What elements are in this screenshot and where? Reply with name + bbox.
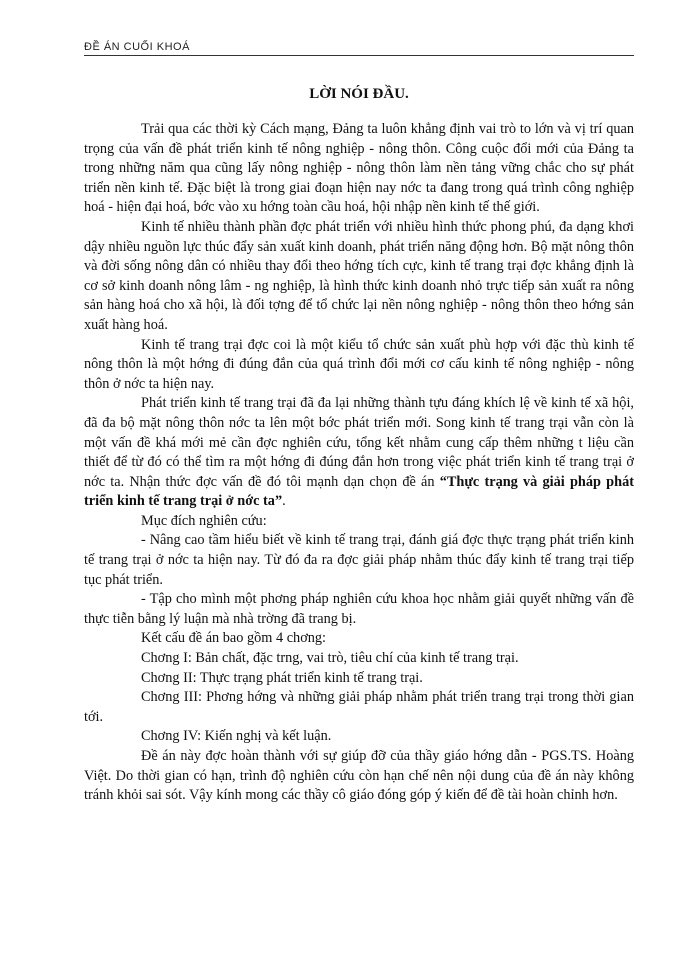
paragraph: - Nâng cao tầm hiểu biết về kinh tế trang trại, đánh giá đợc thực trạng phát triển kinh tế trang trại ở nớc ta hiện nay. Từ đó đa ra đợc giải pháp nhằm thúc đẩy kinh tế trang trại tiếp tục phát triển. xyxy=(84,532,634,588)
paragraph-text: . xyxy=(282,493,286,510)
paragraph: Mục đích nghiên cứu: xyxy=(141,512,267,529)
page-header: ĐỀ ÁN CUỐI KHOÁ xyxy=(84,40,634,56)
paragraph: Kinh tế trang trại đợc coi là một kiểu tổ chức sản xuất phù hợp với đặc thù kinh tế nông thôn là một hớng đi đúng đắn của quá trình đổi mới cơ cấu kinh tế nông nghiệp - nông thôn ở nớc ta hiện nay. xyxy=(84,336,634,392)
chapter-item: Chơng I: Bản chất, đặc trng, vai trò, tiêu chí của kinh tế trang trại. xyxy=(141,650,519,667)
paragraph: Kết cấu đề án bao gồm 4 chơng: xyxy=(141,630,327,647)
document-body xyxy=(84,120,634,806)
page-title: LỜI NÓI ĐẦU. xyxy=(309,86,409,102)
project-title-bold: “Thực trạng và giải pháp phát triển kinh tế trang trại ở nớc ta” xyxy=(84,473,634,510)
paragraph xyxy=(84,394,634,512)
paragraph: Đề án này đợc hoàn thành với sự giúp đỡ của thầy giáo hớng dẫn - PGS.TS. Hoàng Việt. Do thời gian có hạn, trình độ nghiên cứu còn hạn chế nên nội dung của đề án này không tránh khỏi sai sót. Vậy kính mong các thầy cô giáo đóng góp ý kiến để đề tài hoàn chỉnh hơn. xyxy=(84,748,634,804)
paragraph: Trải qua các thời kỳ Cách mạng, Đảng ta luôn khẳng định vai trò to lớn và vị trí quan trọng của vấn đề phát triển kinh tế nông nghiệp - nông thôn. Công cuộc đổi mới của Đảng ta trong những năm qua cũng lấy nông nghiệp - nông thôn làm nền tảng vững chắc cho sự phát triển nền kinh tế. Đặc biệt là trong giai đoạn hiện nay nớc ta đang trong quá trình công nghiệp hoá - hiện đại hoá, bớc vào xu hớng toàn cầu hoá, hội nhập nền kinh tế thế giới. xyxy=(84,121,634,216)
chapter-item: Chơng III: Phơng hớng và những giải pháp nhằm phát triển trang trại trong thời gian tới. xyxy=(84,689,634,725)
chapter-item: Chơng IV: Kiến nghị và kết luận. xyxy=(141,728,332,745)
paragraph: Kinh tế nhiều thành phần đợc phát triển với nhiều hình thức phong phú, đa dạng khơi dậy nhiều nguồn lực thúc đẩy sản xuất kinh doanh, phát triển năng động hơn. Bộ mặt nông thôn và đời sống nông dân có nhiều thay đổi theo hớng tích cực, kinh tế trang trại đợc khẳng định là cơ sở kinh doanh nông lâm - ng nghiệp, là hình thức kinh doanh nhỏ trực tiếp sản xuất ra nông sản hàng hoá cho xã hội, là đối tợng để tổ chức lại nền nông nghiệp - nông thôn theo hớng sản xuất hàng hoá. xyxy=(84,218,634,333)
paragraph: - Tập cho mình một phơng pháp nghiên cứu khoa học nhằm giải quyết những vấn đề thực tiễn bằng lý luận mà nhà trờng đã trang bị. xyxy=(84,591,634,627)
chapter-item: Chơng II: Thực trạng phát triển kinh tế trang trại. xyxy=(141,669,423,686)
paragraph-text: Phát triển kinh tế trang trại đã đa lại những thành tựu đáng khích lệ về kinh tế xã hội, đã đa bộ mặt nông thôn nớc ta lên một bớc phát triển mới. Song kinh tế trang trại vẫn còn là một vấn đề khá mới mẻ cần đợc nghiên cứu, tổng kết nhằm cung cấp thêm những t liệu cần thiết để từ đó có thể tìm ra một hớng đi đúng đắn hơn trong việc phát triển kinh tế trang trại ở nớc ta. Nhận thức đợc vấn đề đó tôi mạnh dạn chọn đề án xyxy=(84,395,634,490)
